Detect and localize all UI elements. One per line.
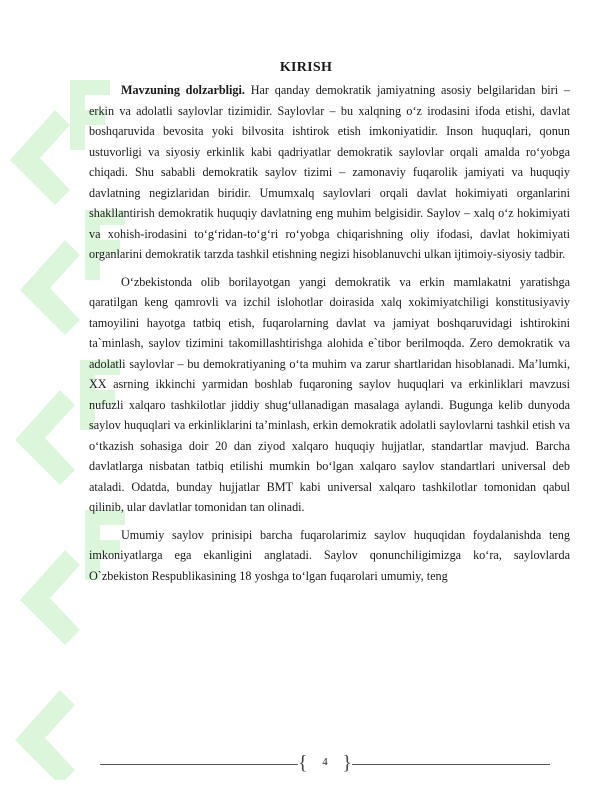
footer-rule-right [352,764,550,765]
body-text [89,80,570,593]
paragraph-2 [89,272,570,518]
paragraph-text: Har qanday demokratik jamiyatning asosiy belgilaridan biri – erkin va adolatli saylovlar tizimidir. Saylovlar – bu xalqning o‘z irodasini ifoda etishi, davlat boshqaruvida bevosita yoki bilvosita ishtirok etish imkoniyatidir. Inson huquqlari, qonun ustuvorligi va siyosiy erkinlik kabi qadriyatlar demokratik saylovlar orqali amalda ro‘yobga chiqadi. Shu sababli demokratik saylov tizimi – zamonaviy fuqarolik jamiyati va huquqiy davlatning negizlaridan biridir. Umumxalq saylovlari orqali davlat hokimiyati organlarini shakllantirish demokratik huquqiy davlatning eng muhim belgisidir. Saylov – xalq o‘z hokimiyati va xohish-irodasini to‘g‘ridan-to‘g‘ri ro‘yobga chiqarishning oliy ifodasi, davlat hokimiyati organlarini demokratik tarzda tashkil etishning negizi hisoblanuvchi ulkan ijtimoiy-siyosiy tadbir. [89,83,570,261]
page-footer [100,752,550,776]
footer-bracket-close: } [342,752,352,774]
footer-bracket-open: { [298,752,308,774]
section-title: KIRISH [279,60,333,75]
paragraph-3 [89,525,570,587]
paragraph-text: O‘zbekistonda olib borilayotgan yangi demokratik va erkin mamlakatni yaratishga qaratilgan keng qamrovli va izchil islohotlar doirasida xalq xokimiyatchiligi konstitusiyaviy tamoyilini hayotga tatbiq etish, fuqarolarning davlat va jamiyat boshqaruvidagi ishtirokini ta`minlash, saylov tizimini takomillashtirishga alohida e`tibor berilmoqda. Zero demokratik va adolatli saylovlar – bu demokratiyaning o‘ta muhim va zarur shartlaridan hisoblanadi. Ma’lumki, XX asrning ikkinchi yarmidan boshlab fuqaroning saylov huquqlari va erkinliklari mavzusi nufuzli xalqaro tashkilotlar jiddiy shug‘ullanadigan masalaga aylandi. Bugunga kelib dunyoda saylov huquqlari va erkinliklarini ta’minlash, erkin demokratik adolatli saylovlarni tashkil etish va o‘tkazish sohasiga doir 20 dan ziyod xalqaro huquqiy hujjatlar, standartlar mavjud. Barcha davlatlarga nisbatan tatbiq etilishi mumkin bo‘lgan xalqaro saylov standartlari universal deb ataladi. Odatda, bunday hujjatlar BMT kabi universal xalqaro tashkilotlar tomonidan qabul qilinib, ular davlatlar tomonidan tan olinadi. [89,274,570,514]
page-number: 4 [322,756,328,768]
paragraph-text: Umumiy saylov prinisipi barcha fuqarolarimiz saylov huquqidan foydalanishda teng imkoniyatlarga ega ekanligini anglatadi. Saylov qonunchiligimizga ko‘ra, saylovlarda O`zbekiston Respublikasining 18 yoshga to‘lgan fuqarolari umumiy, teng [89,527,570,583]
paragraph-1 [89,80,570,265]
paragraph-lead: Mavzuning dolzarbligi. [121,83,245,97]
